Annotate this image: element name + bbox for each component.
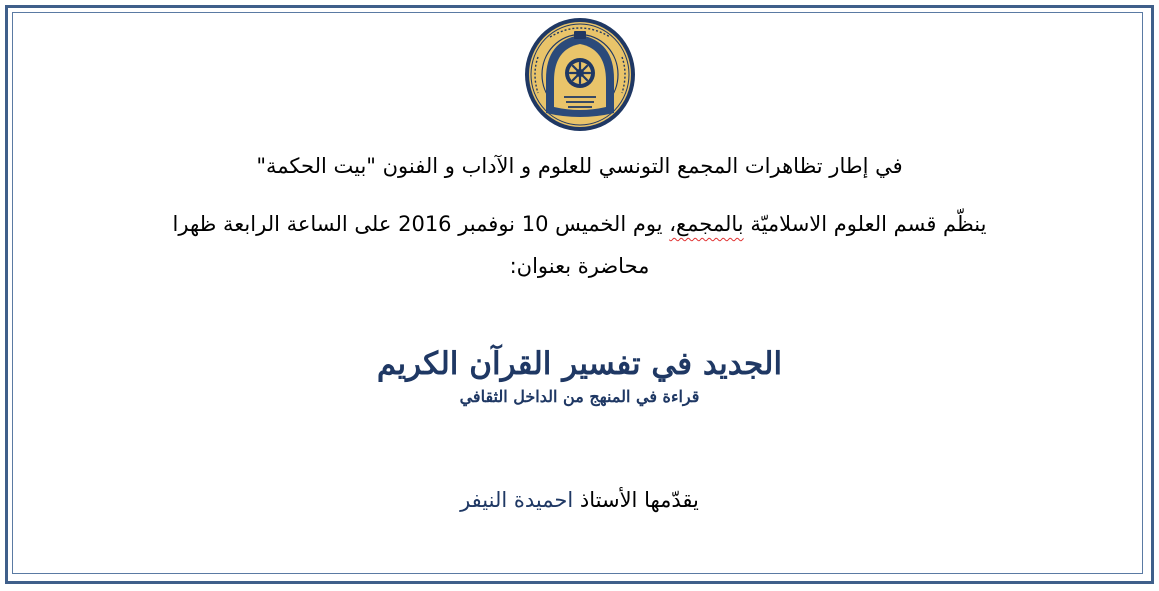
announcement-part-2: يوم الخميس 10 نوفمبر 2016 على الساعة الرابعة ظهرا: [172, 212, 670, 236]
beit-al-hikma-seal-icon: [524, 17, 636, 132]
spellcheck-flagged-word[interactable]: بالمجمع،: [669, 212, 744, 236]
presenter-prefix: يقدّمها الأستاذ: [573, 488, 699, 512]
announcement-line: [0, 212, 1159, 236]
presenter-name: احميدة النيفر: [460, 488, 574, 512]
intro-line: في إطار تظاهرات المجمع التونسي للعلوم و الآداب و الفنون "بيت الحكمة": [256, 154, 903, 178]
announcement-part-1: ينظّم قسم العلوم الاسلاميّة: [743, 212, 987, 236]
lecture-label: محاضرة بعنوان:: [509, 254, 650, 278]
presenter-line: [0, 488, 1159, 512]
lecture-title: الجديد في تفسير القرآن الكريم: [376, 346, 783, 382]
lecture-subtitle: قراءة في المنهج من الداخل الثقافي: [459, 387, 700, 406]
